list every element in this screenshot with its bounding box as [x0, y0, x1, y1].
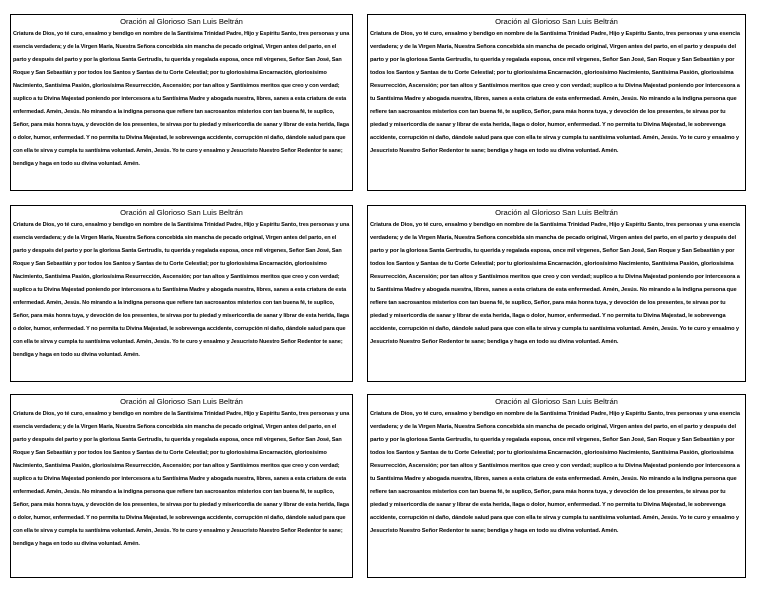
- prayer-text: Criatura de Dios, yo té curo, ensalmo y bendigo en nombre de la Santísima Trinidad Padre, Hijo y Espíritu Santo, tres personas y una esencia verdadera; y de la Virgen María, Nuestra Señora concebida sin mancha de pecado original, Virgen antes del parto, en el parto y después del parto y por la gloriosa Santa Gertrudis, tu querida y regalada esposa, once mil vírgenes, Señor San José, San Roque y San Sebastián y por todos los Santos y Santas de tu Corte Celestial; por tu gloriosísima Encarnación, gloriosísimo Nacimiento, Santísima Pasión, gloriosísima Resurrección, Ascensión; por tan altos y Santísimos meritos que creo y con verdad; suplico a tu Divina Majestad poniendo por intercesora a tu Santísima Madre y abogada nuestra, libres, sanes a esta criatura de esta enfermedad. Amén, Jesús. No mirando a la indigna persona que refiere tan sacrosantos misterios con tan buena fé, te suplico, Señor, para más honra tuya, y devoción de los presentes, te sirvas por tu piedad y misericordia de sanar y librar de esta herida, llaga o dolor, humor, enfermedad. Y no permita tu Divina Majestad, le sobrevenga accidente, corrupción ni daño, dándole salud para que con ella te sirva y cumpla tu santísima voluntad. Amén, Jesús. Yo te curo y ensalmo y Jesucristo Nuestro Señor Redentor te sane; bendiga y haga en todo su divina voluntad. Amén.: [13, 31, 350, 167]
- prayer-title: Oración al Glorioso San Luis Beltrán: [495, 208, 618, 217]
- prayer-text: Criatura de Dios, yo té curo, ensalmo y bendigo en nombre de la Santísima Trinidad Padre, Hijo y Espíritu Santo, tres personas y una esencia verdadera; y de la Virgen María, Nuestra Señora concebida sin mancha de pecado original, Virgen antes del parto, en el parto y después del parto y por la gloriosa Santa Gertrudis, tu querida y regalada esposa, once mil vírgenes, Señor San José, San Roque y San Sebastián y por todos los Santos y Santas de tu Corte Celestial; por tu gloriosísima Encarnación, gloriosísimo Nacimiento, Santísima Pasión, gloriosísima Resurrección, Ascensión; por tan altos y Santísimos meritos que creo y con verdad; suplico a tu Divina Majestad poniendo por intercesora a tu Santísima Madre y abogada nuestra, libres, sanes a esta criatura de esta enfermedad. Amén, Jesús. No mirando a la indigna persona que refiere tan sacrosantos misterios con tan buena fé, te suplico, Señor, para más honra tuya, y devoción de los presentes, te sirvas por tu piedad y misericordia de sanar y librar de esta herida, llaga o dolor, humor, enfermedad. Y no permita tu Divina Majestad, le sobrevenga accidente, corrupción ni daño, dándole salud para que con ella te sirva y cumpla tu santísima voluntad. Amén, Jesús. Yo te curo y ensalmo y Jesucristo Nuestro Señor Redentor te sane; bendiga y haga en todo su divina voluntad. Amén.: [370, 411, 740, 534]
- prayer-title: Oración al Glorioso San Luis Beltrán: [120, 208, 243, 217]
- prayer-card-5: [10, 394, 353, 578]
- prayer-card-6: [367, 394, 746, 578]
- prayer-card-4: [367, 205, 746, 382]
- prayer-title: Oración al Glorioso San Luis Beltrán: [495, 397, 618, 406]
- prayer-card-3: [10, 205, 353, 382]
- prayer-card-1: [10, 14, 353, 191]
- prayer-text: Criatura de Dios, yo té curo, ensalmo y bendigo en nombre de la Santísima Trinidad Padre, Hijo y Espíritu Santo, tres personas y una esencia verdadera; y de la Virgen María, Nuestra Señora concebida sin mancha de pecado original, Virgen antes del parto, en el parto y después del parto y por la gloriosa Santa Gertrudis, tu querida y regalada esposa, once mil vírgenes, Señor San José, San Roque y San Sebastián y por todos los Santos y Santas de tu Corte Celestial; por tu gloriosísima Encarnación, gloriosísimo Nacimiento, Santísima Pasión, gloriosísima Resurrección, Ascensión; por tan altos y Santísimos meritos que creo y con verdad; suplico a tu Divina Majestad poniendo por intercesora a tu Santísima Madre y abogada nuestra, libres, sanes a esta criatura de esta enfermedad. Amén, Jesús. No mirando a la indigna persona que refiere tan sacrosantos misterios con tan buena fé, te suplico, Señor, para más honra tuya, y devoción de los presentes, te sirvas por tu piedad y misericordia de sanar y librar de esta herida, llaga o dolor, humor, enfermedad. Y no permita tu Divina Majestad, le sobrevenga accidente, corrupción ni daño, dándole salud para que con ella te sirva y cumpla tu santísima voluntad. Amén, Jesús. Yo te curo y ensalmo y Jesucristo Nuestro Señor Redentor te sane; bendiga y haga en todo su divina voluntad. Amén.: [13, 411, 350, 547]
- prayer-text: Criatura de Dios, yo té curo, ensalmo y bendigo en nombre de la Santísima Trinidad Padre, Hijo y Espíritu Santo, tres personas y una esencia verdadera; y de la Virgen María, Nuestra Señora concebida sin mancha de pecado original, Virgen antes del parto, en el parto y después del parto y por la gloriosa Santa Gertrudis, tu querida y regalada esposa, once mil vírgenes, Señor San José, San Roque y San Sebastián y por todos los Santos y Santas de tu Corte Celestial; por tu gloriosísima Encarnación, gloriosísimo Nacimiento, Santísima Pasión, gloriosísima Resurrección, Ascensión; por tan altos y Santísimos meritos que creo y con verdad; suplico a tu Divina Majestad poniendo por intercesora a tu Santísima Madre y abogada nuestra, libres, sanes a esta criatura de esta enfermedad. Amén, Jesús. No mirando a la indigna persona que refiere tan sacrosantos misterios con tan buena fé, te suplico, Señor, para más honra tuya, y devoción de los presentes, te sirvas por tu piedad y misericordia de sanar y librar de esta herida, llaga o dolor, humor, enfermedad. Y no permita tu Divina Majestad, le sobrevenga accidente, corrupción ni daño, dándole salud para que con ella te sirva y cumpla tu santísima voluntad. Amén, Jesús. Yo te curo y ensalmo y Jesucristo Nuestro Señor Redentor te sane; bendiga y haga en todo su divina voluntad. Amén.: [370, 31, 740, 154]
- prayer-title: Oración al Glorioso San Luis Beltrán: [495, 17, 618, 26]
- prayer-text: Criatura de Dios, yo té curo, ensalmo y bendigo en nombre de la Santísima Trinidad Padre, Hijo y Espíritu Santo, tres personas y una esencia verdadera; y de la Virgen María, Nuestra Señora concebida sin mancha de pecado original, Virgen antes del parto, en el parto y después del parto y por la gloriosa Santa Gertrudis, tu querida y regalada esposa, once mil vírgenes, Señor San José, San Roque y San Sebastián y por todos los Santos y Santas de tu Corte Celestial; por tu gloriosísima Encarnación, gloriosísimo Nacimiento, Santísima Pasión, gloriosísima Resurrección, Ascensión; por tan altos y Santísimos meritos que creo y con verdad; suplico a tu Divina Majestad poniendo por intercesora a tu Santísima Madre y abogada nuestra, libres, sanes a esta criatura de esta enfermedad. Amén, Jesús. No mirando a la indigna persona que refiere tan sacrosantos misterios con tan buena fé, te suplico, Señor, para más honra tuya, y devoción de los presentes, te sirvas por tu piedad y misericordia de sanar y librar de esta herida, llaga o dolor, humor, enfermedad. Y no permita tu Divina Majestad, le sobrevenga accidente, corrupción ni daño, dándole salud para que con ella te sirva y cumpla tu santísima voluntad. Amén, Jesús. Yo te curo y ensalmo y Jesucristo Nuestro Señor Redentor te sane; bendiga y haga en todo su divina voluntad. Amén.: [13, 222, 350, 358]
- prayer-card-2: [367, 14, 746, 191]
- prayer-title: Oración al Glorioso San Luis Beltrán: [120, 17, 243, 26]
- prayer-text: Criatura de Dios, yo té curo, ensalmo y bendigo en nombre de la Santísima Trinidad Padre, Hijo y Espíritu Santo, tres personas y una esencia verdadera; y de la Virgen María, Nuestra Señora concebida sin mancha de pecado original, Virgen antes del parto, en el parto y después del parto y por la gloriosa Santa Gertrudis, tu querida y regalada esposa, once mil vírgenes, Señor San José, San Roque y San Sebastián y por todos los Santos y Santas de tu Corte Celestial; por tu gloriosísima Encarnación, gloriosísimo Nacimiento, Santísima Pasión, gloriosísima Resurrección, Ascensión; por tan altos y Santísimos meritos que creo y con verdad; suplico a tu Divina Majestad poniendo por intercesora a tu Santísima Madre y abogada nuestra, libres, sanes a esta criatura de esta enfermedad. Amén, Jesús. No mirando a la indigna persona que refiere tan sacrosantos misterios con tan buena fé, te suplico, Señor, para más honra tuya, y devoción de los presentes, te sirvas por tu piedad y misericordia de sanar y librar de esta herida, llaga o dolor, humor, enfermedad. Y no permita tu Divina Majestad, le sobrevenga accidente, corrupción ni daño, dándole salud para que con ella te sirva y cumpla tu santísima voluntad. Amén, Jesús. Yo te curo y ensalmo y Jesucristo Nuestro Señor Redentor te sane; bendiga y haga en todo su divina voluntad. Amén.: [370, 222, 740, 345]
- prayer-title: Oración al Glorioso San Luis Beltrán: [120, 397, 243, 406]
